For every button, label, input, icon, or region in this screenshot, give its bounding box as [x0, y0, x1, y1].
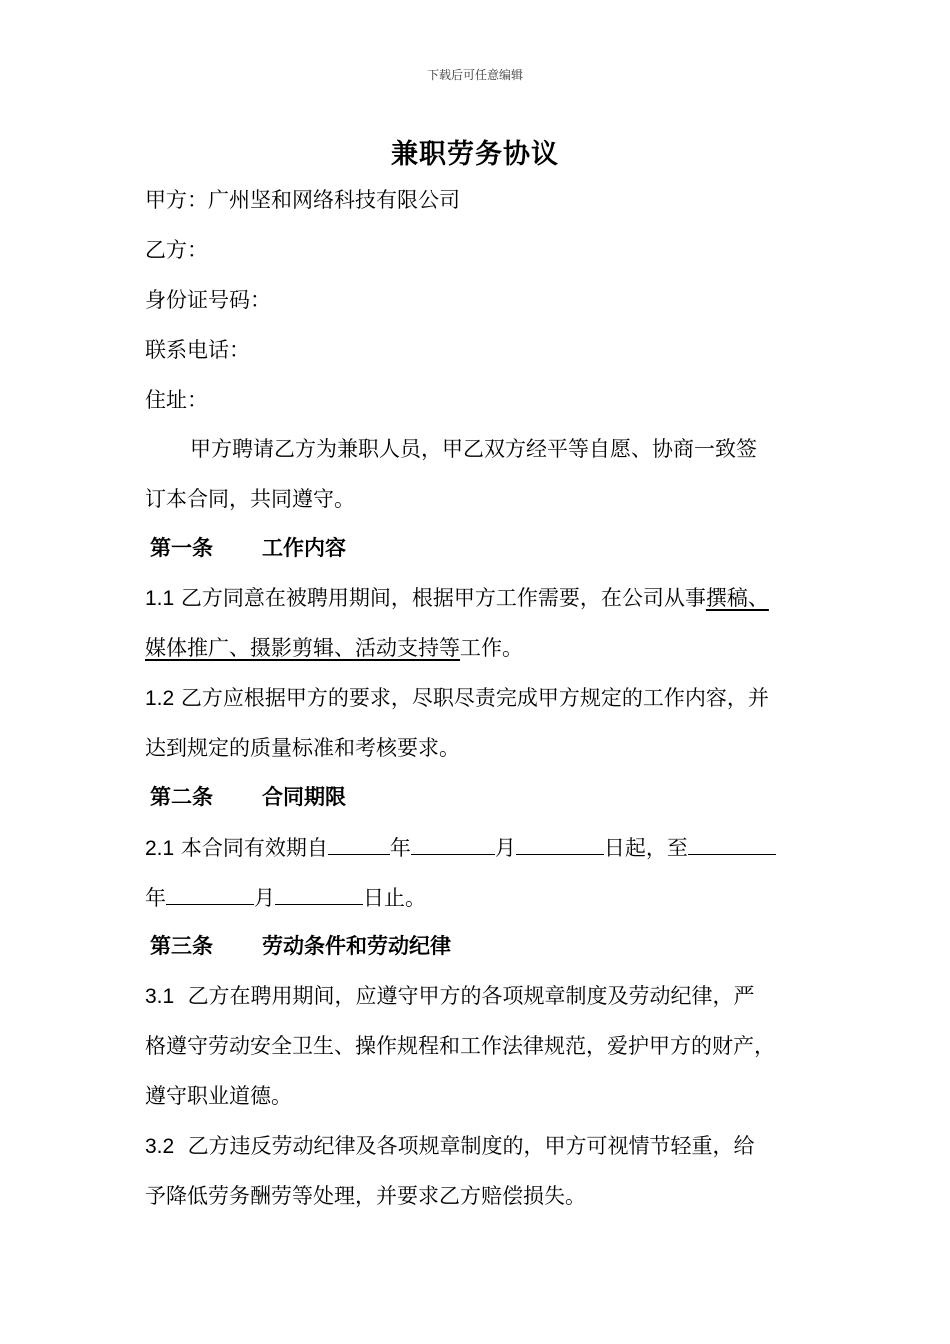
clause-1-1-text: 乙方同意在被聘用期间，根据甲方工作需要，在公司从事	[180, 586, 706, 610]
clause-1-1-line-2	[145, 633, 523, 663]
article-2-heading	[150, 782, 346, 812]
article-3-title: 劳动条件和劳动纪律	[262, 933, 451, 958]
end-day-blank[interactable]	[275, 882, 363, 905]
end-year-blank[interactable]	[688, 832, 776, 855]
clause-3-1-number: 3.1	[145, 985, 175, 1008]
clause-3-1-line-3: 遵守职业道德。	[145, 1084, 292, 1108]
end-month-blank[interactable]	[166, 882, 254, 905]
clause-1-2-text: 乙方应根据甲方的要求，尽职尽责完成甲方规定的工作内容，并	[180, 686, 769, 710]
end-day-label: 日止。	[363, 886, 426, 910]
clause-2-1-number: 2.1	[145, 837, 175, 860]
start-month-blank[interactable]	[411, 832, 495, 855]
clause-3-2-number: 3.2	[145, 1135, 175, 1158]
party-a-line: 甲方：广州坚和网络科技有限公司	[145, 188, 460, 212]
party-b-line: 乙方：	[145, 238, 208, 262]
clause-1-1-line-1	[145, 583, 769, 614]
intro-line-2: 订本合同，共同遵守。	[145, 487, 355, 511]
start-year-blank[interactable]	[328, 832, 390, 855]
clause-3-1-line-1	[145, 981, 755, 1012]
start-month-label: 月	[494, 836, 516, 860]
end-month-label: 月	[254, 886, 275, 910]
clause-3-2-line-1	[145, 1131, 755, 1162]
clause-1-2-number: 1.2	[145, 687, 175, 710]
clause-1-1-number: 1.1	[145, 587, 175, 610]
end-year-label: 年	[145, 886, 166, 910]
phone-line: 联系电话：	[145, 338, 250, 362]
article-2-number: 第二条	[150, 784, 213, 809]
clause-2-1-line-2	[145, 882, 426, 913]
clause-1-2-line-2: 达到规定的质量标准和考核要求。	[145, 736, 460, 760]
article-1-number: 第一条	[150, 535, 213, 560]
article-1-heading	[150, 533, 346, 563]
start-day-blank[interactable]	[516, 832, 604, 855]
address-line: 住址：	[145, 388, 208, 412]
article-2-title: 合同期限	[262, 784, 346, 809]
clause-3-1-line-2: 格遵守劳动安全卫生、操作规程和工作法律规范，爱护甲方的财产，	[145, 1034, 775, 1058]
start-day-label: 日起，至	[603, 836, 688, 860]
clause-1-2-line-1	[145, 683, 769, 714]
header-note: 下载后可任意编辑	[426, 68, 523, 82]
document-title: 兼职劳务协议	[391, 139, 559, 170]
clause-2-1-text: 本合同有效期自	[180, 836, 328, 860]
clause-2-1-line-1	[145, 832, 776, 864]
article-3-heading	[150, 931, 451, 961]
clause-3-2-line-2: 予降低劳务酬劳等处理，并要求乙方赔偿损失。	[145, 1184, 586, 1208]
clause-3-1-text: 乙方在聘用期间，应遵守甲方的各项规章制度及劳动纪律，严	[187, 984, 755, 1008]
clause-3-2-text: 乙方违反劳动纪律及各项规章制度的，甲方可视情节轻重，给	[187, 1134, 755, 1158]
intro-line-1: 甲方聘请乙方为兼职人员，甲乙双方经平等自愿、协商一致签	[190, 437, 757, 461]
article-3-number: 第三条	[150, 933, 213, 958]
clause-1-1-underlined-b: 媒体推广、摄影剪辑、活动支持等	[145, 636, 460, 660]
id-number-line: 身份证号码：	[145, 288, 271, 312]
start-year-label: 年	[389, 836, 411, 860]
clause-1-1-underlined-a: 撰稿、	[705, 586, 769, 610]
article-1-title: 工作内容	[262, 535, 346, 560]
clause-1-1-text-end: 工作。	[460, 636, 523, 660]
